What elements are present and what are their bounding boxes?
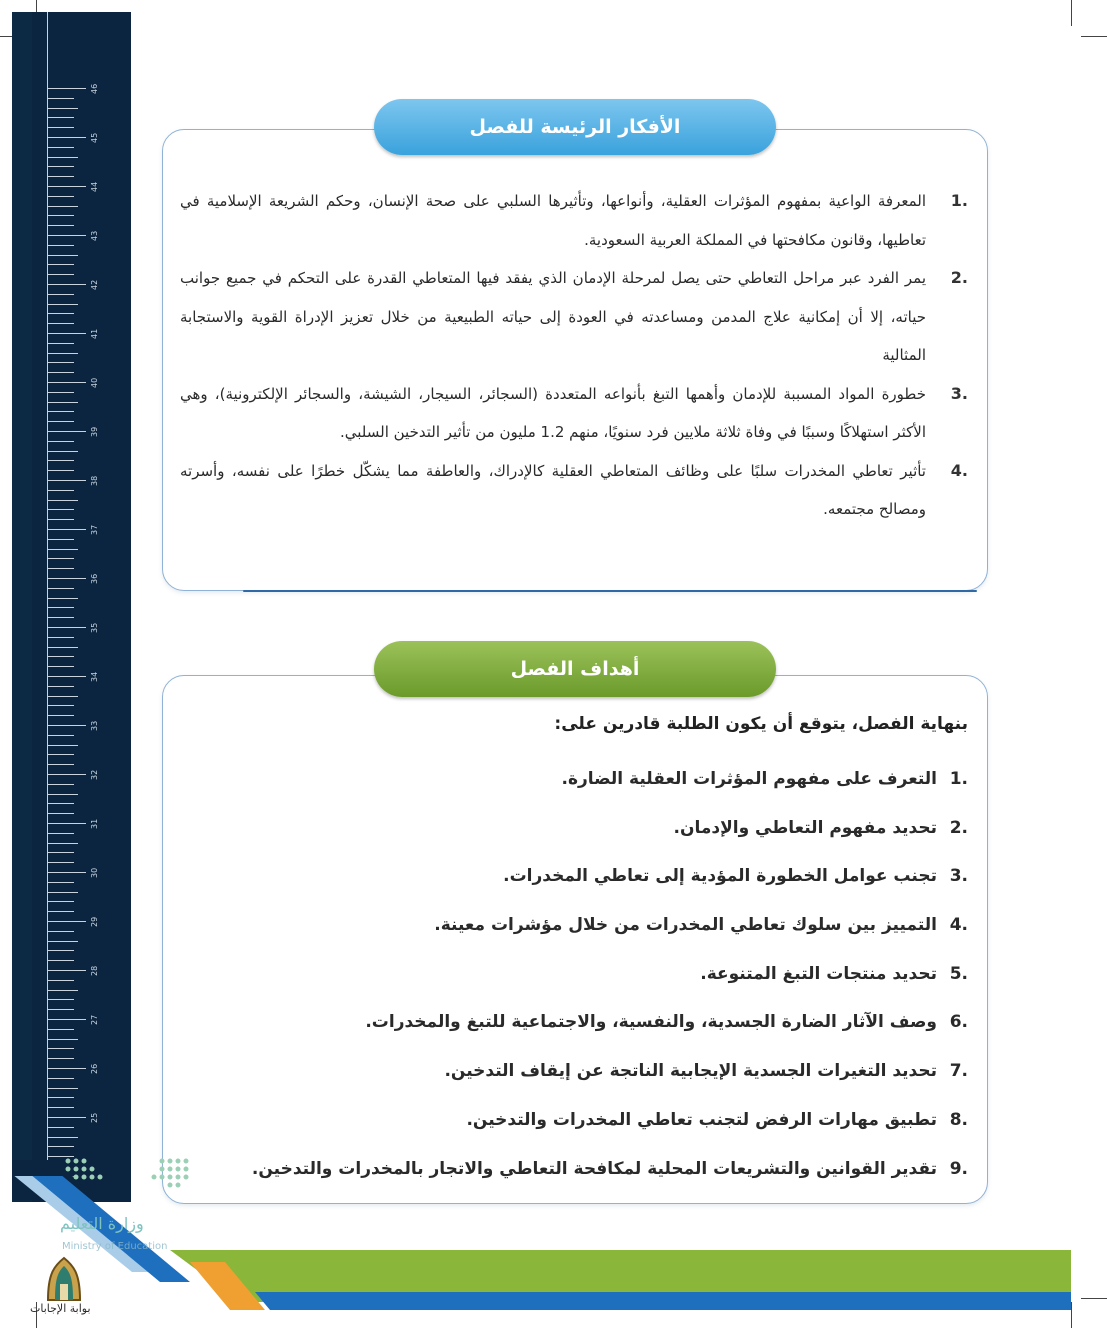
- ruler-tick: [48, 892, 78, 893]
- ruler-number: 29: [90, 916, 99, 927]
- ruler-tick: [48, 872, 86, 873]
- ruler-tick: [48, 88, 86, 89]
- ruler-tick: [48, 127, 74, 128]
- ruler-tick: [48, 931, 74, 932]
- ruler-tick: [48, 960, 74, 961]
- objective-text: التمييز بين سلوك تعاطي المخدرات من خلال مؤشرات معينة.: [434, 915, 937, 936]
- item-number: .7: [949, 1061, 968, 1082]
- ruler-tick: [48, 588, 74, 589]
- ruler-tick: [48, 558, 74, 559]
- ruler-number: 44: [90, 181, 99, 192]
- ruler-tick: [48, 1068, 86, 1069]
- ruler-tick: [48, 627, 86, 628]
- ruler-tick: [48, 813, 74, 814]
- box-underline: [243, 590, 977, 592]
- ruler-tick: [48, 862, 74, 863]
- ruler-tick: [48, 852, 74, 853]
- objective-item: [200, 852, 968, 901]
- ruler-tick: [48, 1097, 74, 1098]
- ruler-tick: [48, 186, 86, 187]
- ruler-tick: [48, 666, 74, 667]
- ruler-tick: [48, 1058, 74, 1059]
- ruler-tick: [48, 176, 74, 177]
- ruler-tick: [48, 833, 74, 834]
- ruler-number: 45: [90, 132, 99, 143]
- item-number: .2: [949, 817, 968, 838]
- ruler-tick: [48, 794, 78, 795]
- ruler-number: 33: [90, 720, 99, 731]
- ruler-tick: [48, 990, 78, 991]
- ruler-tick: [48, 735, 74, 736]
- ruler-tick: [48, 764, 74, 765]
- ruler-tick: [48, 617, 74, 618]
- ruler-tick: [48, 539, 74, 540]
- ruler-tick: [48, 715, 74, 716]
- objectives-list: [200, 755, 968, 1193]
- ruler-tick: [48, 725, 86, 726]
- ruler-tick: [48, 676, 86, 677]
- objective-item: [200, 950, 968, 999]
- ruler-tick: [48, 235, 86, 236]
- ruler-tick: [48, 529, 86, 530]
- ruler-tick: [48, 568, 74, 569]
- ruler-tick: [48, 137, 86, 138]
- ruler-tick: [48, 480, 86, 481]
- ruler-tick: [48, 519, 74, 520]
- ruler-tick: [48, 117, 74, 118]
- ruler-tick: [48, 500, 78, 501]
- ruler-tick: [48, 1088, 78, 1089]
- ruler-number: 46: [90, 83, 99, 94]
- main-idea-text: تأثير تعاطي المخدرات سلبًا على وظائف المتعاطي العقلية كالإدراك، والعاطفة مما يشكّل خطرًا على نفسه، وأسرته ومصالح مجتمعه.: [180, 461, 926, 518]
- ruler-tick: [48, 333, 86, 334]
- ruler-tick: [48, 196, 74, 197]
- ministry-dots-icon: [62, 1155, 198, 1195]
- objectives-title: أهداف الفصل: [374, 641, 776, 697]
- ruler-tick: [48, 1146, 74, 1147]
- ruler-tick: [48, 1107, 74, 1108]
- ruler-tick: [48, 98, 74, 99]
- main-idea-text: المعرفة الواعية بمفهوم المؤثرات العقلية، وأنواعها، وتأثيرها السلبي على صحة الإنسان، وحكم الشريعة الإسلامية في تعاطيها، وقانون مكافحتها في المملكة العربية السعودية.: [180, 192, 926, 249]
- ruler-tick: [48, 950, 74, 951]
- ruler-tick: [48, 970, 86, 971]
- ministry-logo-text: وزارة التعليم: [60, 1214, 144, 1233]
- objective-item: [200, 1047, 968, 1096]
- ruler-number: 25: [90, 1112, 99, 1123]
- ruler-tick: [48, 206, 78, 207]
- ruler-number: 38: [90, 475, 99, 486]
- ruler-tick: [48, 1048, 74, 1049]
- ruler-tick: [48, 255, 78, 256]
- ruler-number: 30: [90, 867, 99, 878]
- ruler-tick: [48, 647, 78, 648]
- ruler-tick: [48, 402, 78, 403]
- ruler-tick: [48, 784, 74, 785]
- ruler-tick: [48, 941, 78, 942]
- ruler-tick: [48, 294, 74, 295]
- ruler-tick: [48, 1039, 78, 1040]
- objective-text: تحديد منتجات التبغ المتنوعة.: [700, 963, 937, 984]
- ruler-tick: [48, 1117, 86, 1118]
- ruler-tick: [48, 323, 74, 324]
- item-number: .2: [950, 268, 968, 287]
- ruler-tick: [48, 774, 86, 775]
- ruler-tick: [48, 656, 74, 657]
- ruler-tick: [48, 637, 74, 638]
- ruler-tick: [48, 108, 78, 109]
- ruler-tick: [48, 901, 74, 902]
- objective-item: [200, 755, 968, 804]
- ruler-tick: [48, 1078, 74, 1079]
- ruler-tick: [48, 598, 78, 599]
- main-ideas-list: [180, 182, 968, 529]
- ruler-tick: [48, 245, 74, 246]
- ruler-tick: [48, 441, 74, 442]
- ruler-tick: [48, 1009, 74, 1010]
- ruler-tick: [48, 372, 74, 373]
- ruler-number: 37: [90, 524, 99, 535]
- ruler-tick: [48, 803, 74, 804]
- ruler-tick: [48, 843, 78, 844]
- ruler-number: 36: [90, 573, 99, 584]
- ruler-number: 35: [90, 622, 99, 633]
- ruler-tick: [48, 578, 86, 579]
- objective-item: [200, 998, 968, 1047]
- ruler-tick: [48, 549, 78, 550]
- ruler-number: 39: [90, 426, 99, 437]
- ruler-tick: [48, 411, 74, 412]
- ruler-tick: [48, 745, 78, 746]
- ruler-tick: [48, 343, 74, 344]
- ruler-number: 32: [90, 769, 99, 780]
- ruler-tick: [48, 1029, 74, 1030]
- objective-item: [200, 1096, 968, 1145]
- ruler-tick: [48, 353, 78, 354]
- ruler-tick: [48, 274, 74, 275]
- item-number: .8: [949, 1109, 968, 1130]
- ruler-number: 41: [90, 328, 99, 339]
- ruler-tick: [48, 215, 74, 216]
- ruler-number: 40: [90, 377, 99, 388]
- ruler-tick: [48, 166, 74, 167]
- ruler-number: 42: [90, 279, 99, 290]
- ruler-tick: [48, 451, 78, 452]
- ruler-tick: [48, 509, 74, 510]
- objective-text: تطبيق مهارات الرفض لتجنب تعاطي المخدرات والتدخين.: [466, 1109, 937, 1130]
- ruler-tick: [48, 882, 74, 883]
- ruler-tick: [48, 607, 74, 608]
- ruler-tick: [48, 1127, 74, 1128]
- ruler-number: 28: [90, 965, 99, 976]
- ruler-tick: [48, 911, 74, 912]
- ruler-tick: [48, 999, 74, 1000]
- crop-mark: [1081, 36, 1107, 37]
- objective-item: [200, 901, 968, 950]
- ruler-tick: [48, 392, 74, 393]
- ruler-tick: [48, 431, 86, 432]
- ruler-tick: [48, 705, 74, 706]
- portal-logo-icon: [44, 1256, 84, 1302]
- ruler-edge: [12, 12, 32, 1202]
- crop-mark: [1071, 0, 1072, 26]
- ruler-tick: [48, 980, 74, 981]
- ruler-tick: [48, 460, 74, 461]
- main-idea-text: خطورة المواد المسببة للإدمان وأهمها التبغ بأنواعه المتعددة (السجائر، السيجار، الشيشة، والسجائر الإلكترونية)، وهي الأكثر استهلاكًا وسببًا في وفاة ثلاثة ملايين فرد سنويًا، منهم 1.2 مليون من تأثير التدخين السلبي.: [180, 384, 926, 441]
- item-number: .9: [949, 1158, 968, 1179]
- ruler-tick: [48, 823, 86, 824]
- page-ruler-strip: [12, 12, 131, 1202]
- objective-text: تقدير القوانين والتشريعات المحلية لمكافحة التعاطي والاتجار بالمخدرات والتدخين.: [251, 1158, 937, 1179]
- main-ideas-title: الأفكار الرئيسة للفصل: [374, 99, 776, 155]
- item-number: .1: [949, 769, 968, 789]
- ruler-tick: [48, 490, 74, 491]
- objective-text: وصف الآثار الضارة الجسدية، والنفسية، والاجتماعية للتبغ والمخدرات.: [365, 1012, 937, 1033]
- main-idea-text: يمر الفرد عبر مراحل التعاطي حتى يصل لمرحلة الإدمان الذي يفقد فيها المتعاطي القدرة على التحكم في جميع جوانب حياته، إلا أن إمكانية علاج المدمن ومساعدته في العودة إلى حياته الطبيعية من خلال تعزيز الإدراة القوية والاستجابة المثالية: [180, 269, 926, 364]
- ruler-tick: [48, 284, 86, 285]
- ruler-tick: [48, 470, 74, 471]
- ruler-number: 31: [90, 818, 99, 829]
- main-idea-item: [180, 182, 968, 259]
- objective-text: التعرف على مفهوم المؤثرات العقلية الضارة.: [561, 769, 937, 789]
- item-number: .3: [949, 866, 968, 887]
- item-number: .1: [950, 191, 968, 210]
- main-idea-item: [180, 375, 968, 452]
- ruler-tick: [48, 686, 74, 687]
- ruler-tick: [48, 921, 86, 922]
- item-number: .6: [949, 1012, 968, 1033]
- objectives-intro: بنهاية الفصل، يتوقع أن يكون الطلبة قادرين على:: [554, 714, 968, 734]
- objective-text: تحديد التغيرات الجسدية الإيجابية الناتجة عن إيقاف التدخين.: [444, 1061, 937, 1082]
- ruler-tick: [48, 696, 78, 697]
- ruler-tick: [48, 362, 74, 363]
- portal-label: بوابة الإجابات: [30, 1302, 91, 1315]
- ministry-logo-subtext: Ministry of Education: [62, 1241, 168, 1252]
- ruler-tick: [48, 754, 74, 755]
- ruler-tick: [48, 304, 78, 305]
- objective-text: تجنب عوامل الخطورة المؤدية إلى تعاطي المخدرات.: [503, 866, 937, 887]
- item-number: .3: [950, 383, 968, 403]
- ruler-tick: [48, 1019, 86, 1020]
- ruler-tick: [48, 421, 74, 422]
- ruler-tick: [48, 225, 74, 226]
- ruler-tick: [48, 382, 86, 383]
- ruler-number: 43: [90, 230, 99, 241]
- item-number: .4: [950, 460, 968, 480]
- ruler-number: 34: [90, 671, 99, 682]
- objective-text: تحديد مفهوم التعاطي والإدمان.: [673, 817, 937, 838]
- item-number: .4: [949, 915, 968, 936]
- ruler-tick: [48, 1137, 78, 1138]
- ruler-tick: [48, 147, 74, 148]
- ruler-tick: [48, 264, 74, 265]
- main-idea-item: [180, 259, 968, 375]
- objective-item: [200, 804, 968, 853]
- main-idea-item: [180, 452, 968, 529]
- ruler-tick: [48, 313, 74, 314]
- ruler-number: 26: [90, 1063, 99, 1074]
- ruler-tick: [48, 157, 78, 158]
- item-number: .5: [949, 963, 968, 984]
- blue-band: [255, 1292, 1071, 1310]
- ruler-number: 27: [90, 1014, 99, 1025]
